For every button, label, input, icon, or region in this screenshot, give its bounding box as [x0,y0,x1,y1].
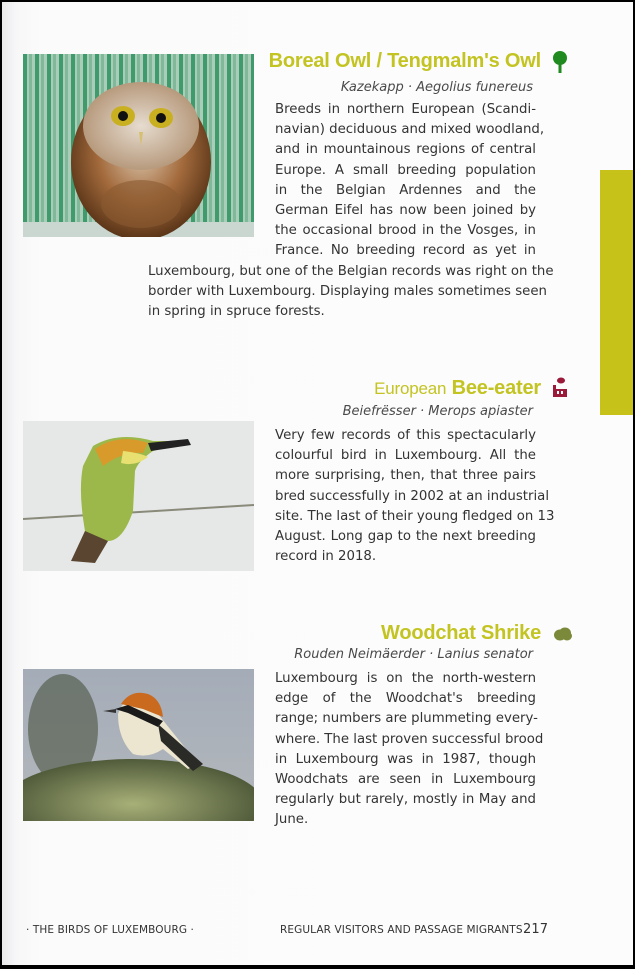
text-line: in spring in spruce forests. [148,304,325,320]
text-line: France. No breeding record as yet in [275,243,536,259]
text-line: border with Luxembourg. Displaying males sometimes seen [148,284,547,300]
species-description-boreal-owl-bottom [148,262,554,323]
text-line: in the Belgian Ardennes and the [275,182,536,198]
species-title-boreal-owl [269,50,541,73]
footer-section-title: REGULAR VISITORS AND PASSAGE MIGRANTS [280,924,523,936]
species-description-bee-eater [275,426,555,567]
text-line: where. The last proven successful brood [275,731,544,747]
section-tab-marker [600,170,633,415]
text-line: range; numbers are plummeting every- [275,711,538,727]
bush-icon [553,627,573,641]
book-page [2,2,633,965]
text-line: more surprising, then, that three pairs [275,468,536,484]
boreal-owl-photo [23,54,254,237]
factory-icon [552,377,568,397]
species-subtitle-boreal-owl: Kazekapp · Aegolius funereus [340,80,533,95]
text-line: June. [275,812,309,828]
text-line: Breeds in northern European (Scandi- [275,102,536,117]
text-line: record in 2018. [275,549,377,565]
text-line: the occasional brood in the Vosges, in [275,223,536,239]
text-line: edge of the Woodchat's breeding [275,691,536,707]
species-title-prefix: European [374,379,447,398]
text-line: Luxembourg is on the north-western [275,671,536,686]
species-title-woodchat-shrike [381,622,541,645]
text-line: August. Long gap to the next breeding [275,528,536,544]
text-line: colourful bird in Luxembourg. All the [275,448,536,464]
text-line: Europe. A small breeding population [275,162,536,178]
species-description-boreal-owl-top [275,100,545,262]
text-line: in Luxembourg was in 1987, though [275,751,536,767]
species-title-bee-eater [374,377,541,400]
species-title-text: Bee-eater [451,377,541,399]
species-description-woodchat-shrike [275,669,544,831]
species-subtitle-bee-eater: Beiefrësser · Merops apiaster [342,404,533,419]
text-line: regularly but rarely, mostly in May and [275,792,536,808]
species-title-text: Woodchat Shrike [381,622,541,644]
footer-book-title: · THE BIRDS OF LUXEMBOURG · [26,924,194,936]
text-line: site. The last of their young fledged on 13 [275,508,555,524]
text-line: navian) deciduous and mixed woodland, [275,122,545,138]
page-number: 217 [523,922,549,937]
species-subtitle-woodchat-shrike: Rouden Neimäerder · Lanius senator [294,647,533,662]
text-line: Woodchats are seen in Luxembourg [275,771,536,787]
text-line: German Eifel has now been joined by [275,202,536,218]
text-line: bred successfully in 2002 at an industrial [275,488,550,504]
tree-icon [552,50,568,74]
species-title-text: Boreal Owl / Tengmalm's Owl [268,50,541,72]
text-line: and in mountainous regions of central [275,142,536,158]
woodchat-shrike-photo [23,669,254,821]
text-line: Very few records of this spectacularly [275,428,536,443]
text-line: Luxembourg, but one of the Belgian records was right on the [148,264,554,279]
bee-eater-photo [23,421,254,571]
